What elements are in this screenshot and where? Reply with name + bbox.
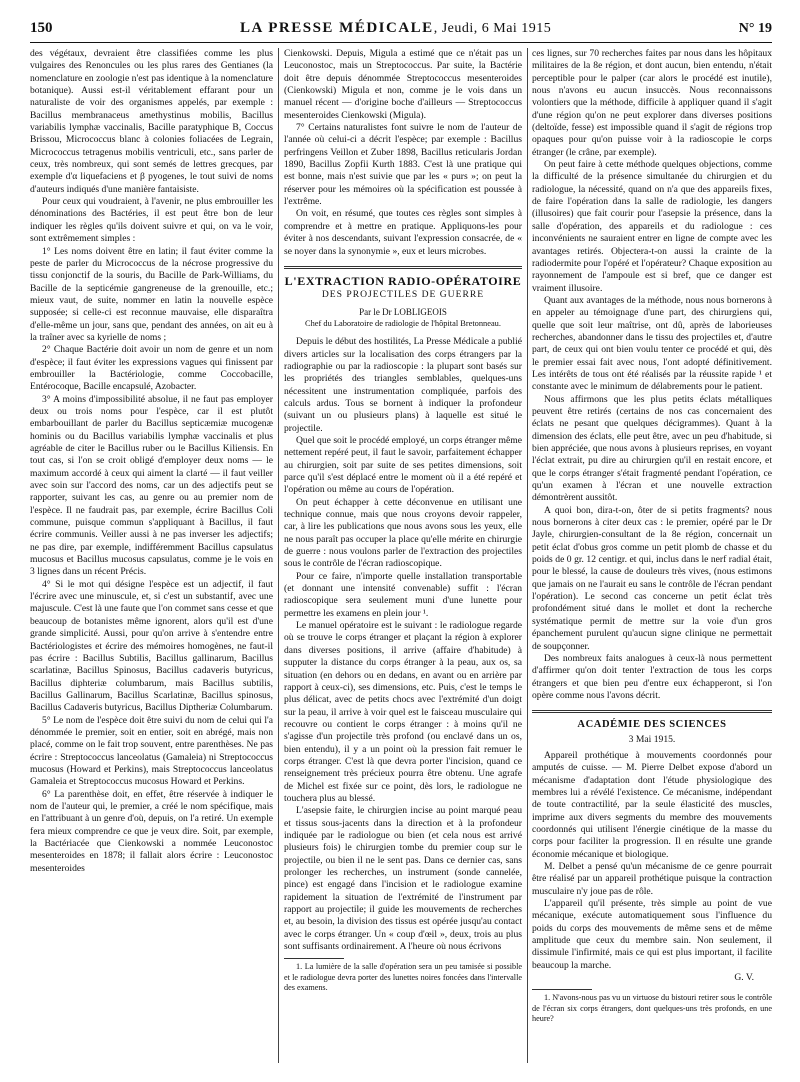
column-divider <box>527 48 528 1063</box>
paragraph: Pour ce faire, n'importe quelle installation transportable (et donnant une intensité convenable) suffit : l'écran radioscopique sera seulement muni d'une lunette pour permettre les examens en plein jour ¹. <box>284 570 522 619</box>
paragraph: On voit, en résumé, que toutes ces règles sont simples à comprendre et à mettre en pratique. Appliquons-les pour éviter à nos descendants, suivant l'expression consacrée, de « se noyer dans la synonymie », eux et leurs microbes. <box>284 208 522 257</box>
masthead <box>30 20 772 42</box>
column-2 <box>284 48 522 1063</box>
column-3 <box>532 48 772 1063</box>
paragraph: 7° Certains naturalistes font suivre le nom de l'auteur de l'année où celui-ci a décrit l'espèce; par exemple : Bacillus perfringens Veillon et Zuber 1898, Bacillus reticularis Jordan 1890, Bacillus Zopfii Kurth 1883. C'est là une pratique qui est bonne, mais n'est suivie que par les « purs »; on peut la réserver pour les mémoires où la spécification est poussée à l'extrême. <box>284 122 522 208</box>
paragraph: 3° A moins d'impossibilité absolue, il ne faut pas employer deux ou trois noms pour l'espèce, car il est plutôt embarbouillant de parler du Bacillus septicæmiæ mucogenæ hominis ou du Bacillus variabilis lymphæ vaccinalis et plus agréable de citer le Bacillus ruber ou le Bacillus Kiliensis. En tout cas, si l'on se croit obligé d'employer deux noms — le maximum accordé à ceux qui aiment la clarté — il faut veiller avec soin sur l'accord des noms, car un des adjectifs peut se rapporter, suivant les cas, au genre ou au premier nom de l'espèce. Il ne faudrait pas, par exemple, écrire Bacillus Coli commune, puisque commun s'appliquant à Bacillus, il faut écrire communis. Veiller aussi à ne pas inverser les adjectifs; ne pas dire, par exemple, indifféremment Bacillus capsulatus mucosus et Bacillus mucosus capsulatus, comme je le vois en 3 lignes dans un récent Précis. <box>30 393 273 578</box>
paragraph: Le manuel opératoire est le suivant : le radiologue regarde où se trouve le corps étranger et plaçant la région à explorer dans diverses positions, il arrive (affaire d'habitude) à supputer la distance du corps étranger à la peau, aux os, sa situation (en dehors ou en dedans, en avant ou en arrière par rapport à ceux-ci), ses dimensions, etc. Puis, c'est le temps le plus délicat, avec de petits chocs avec l'extrémité d'un doigt sur la peau, il arrive à voir quel est le faisceau musculaire qui recouvre ou contient le corps étranger : à moins qu'il ne s'agisse d'un projectile très profond (ou enclavé dans un os, bien entendu), il y a un point où la pression fait remuer le corps étranger. C'est là que devra porter l'incision, quand ce renseignement très précieux pourra être obtenu. Une agrafe de Michel est fixée sur ce point, dès lors, le radiologue ne touchera plus au blessé. <box>284 620 522 804</box>
paragraph: Appareil prothétique à mouvements coordonnés pour amputés de cuisse. — M. Pierre Delbet expose d'abord un mécanisme d'adaptation dont l'étude physiologique des membres lui a révélé l'existence. Ce mécanisme, indépendant de toute contractilité, par la seule élasticité des muscles, imprime aux divers segments du membre des mouvements coordonnés qui utilisent l'énergie cinétique de la masse du corps pour faciliter la progression. Il en résulte une grande économie mécanique et biologique. <box>532 749 772 860</box>
section-separator <box>532 710 772 713</box>
footnote: 1. La lumière de la salle d'opération sera un peu tamisée si possible et le radiologue devra porter des lunettes noires foncées dans l'intervalle des examens. <box>284 962 522 992</box>
article-separator <box>284 266 522 269</box>
paragraph: L'appareil qu'il présente, très simple au point de vue mécanique, exécute automatiquement sous l'influence du poids du corps des mouvements de même sens et de même amplitude que ceux du membre sain. Non seulement, il dissimule l'infirmité, mais ce qui est plus important, il facilite beaucoup la marche. <box>532 898 772 971</box>
paragraph: Quant aux avantages de la méthode, nous nous bornerons à en appeler au témoignage d'une part, des chirurgiens qui, quelle que soit leur maîtrise, ont dû, après de laborieuses recherches, abandonner dans le tissu des projectiles et, d'autre part, de ceux qui ont bien voulu tenter ce procédé et qui, dès le premier essai fait avec nous, l'ont adopté définitivement. Les intérêts de tous ont été réalisés par la réussite rapide ¹ et constante avec le minimum de délabrements pour le patient. <box>532 294 772 393</box>
article-byline: Par le Dr LOBLIGEOIS <box>359 306 447 317</box>
header-rule <box>30 42 772 43</box>
paragraph: M. Delbet a pensé qu'un mécanisme de ce genre pourrait être réalisé par un appareil prothétique puisque la contraction musculaire n'y joue pas de rôle. <box>532 861 772 897</box>
page-number: 150 <box>30 20 53 36</box>
publication-title: LA PRESSE MÉDICALE <box>239 20 434 36</box>
publication-date: , Jeudi, 6 Mai 1915 <box>433 21 552 36</box>
section-title: ACADÉMIE DES SCIENCES <box>577 719 727 731</box>
paragraph: Depuis le début des hostilités, La Presse Médicale a publié divers articles sur la localisation des corps étrangers par la radiographie ou par la radioscopie : la plupart sont basés sur les propriétés des triangles semblables, quelques-uns nécessitent une instrumentation compliquée, parfois des calculs ardus. Tous se bornent à indiquer la profondeur (suivant un ou plusieurs plans) à laquelle est situé le projectile. <box>284 336 522 434</box>
author-affiliation: Chef du Laboratoire de radiologie de l'hôpital Bretonneau. <box>305 318 501 328</box>
paragraph: 6° La parenthèse doit, en effet, être réservée à indiquer le nom de l'auteur qui, le premier, a créé le nom spécifique, mais en l'attribuant à un genre d'où, depuis, on l'a retiré. Un exemple fera mieux comprendre ce que je veux dire. Soit, par exemple, la Bactériacée que Cienkowski a nommée Leuconostoc mesenteroides en 1878; il fallait alors écrire : Leuconostoc mesenteroides <box>30 788 273 874</box>
paragraph: 5° Le nom de l'espèce doit être suivi du nom de celui qui l'a dénommée le premier, soit en entier, soit en abrégé, mais non placé, comme on le fait trop souvent, entre parenthèses. Ne pas écrire : Streptococcus lanceolatus (Gamaleia) ni Streptococcus mucosus (Howard et Perkins), mais Streptococcus lanceolatus Gamaleia et Streptococcus mucosus Howard et Perkins. <box>30 714 273 788</box>
paragraph: 4° Si le mot qui désigne l'espèce est un adjectif, il faut l'écrire avec une minuscule, et, si c'est un substantif, avec une majuscule. C'est là une faute que l'on commet sans cesse et que beaucoup de botanistes même ignorent, alors qu'il est d'une grande simplicité. Aussi, pour qu'on arrive à s'entendre entre Bactériologistes et écrire des mémoires homogènes, ne faut-il pas écrire : Bacillus Subtilis, Bacillus gallinarum, Bacillus scarlatinæ, Bacillus Spinosus, Bacillus cadaveris butyricus, Bacillus diphteriæ columbarum, mais Bacillus subtilis, Bacillus Gallinarum, Bacillus Scarlatinæ, Bacillus spinosus, Bacillus Cadaveris butyricus, Bacillus Diptheriæ Columbarum. <box>30 578 273 714</box>
author-signature: G. V. <box>734 972 754 984</box>
paragraph: Cienkowski. Depuis, Migula a estimé que ce n'était pas un Leuconostoc, mais un Streptococcus. Par suite, la Bactérie doit être depuis dénommée Streptococcus mesenteroides (Cienkowski) Migula et non, comme je le vois dans un manuel récent — d'origine boche d'ailleurs — Streptococcus mesenteroides Cienkowski (Migula). <box>284 48 522 121</box>
paragraph: Quel que soit le procédé employé, un corps étranger même nettement repéré peut, il faut le savoir, parfaitement échapper au chirurgien, soit par suite de ses petites dimensions, soit parce qu'il s'est déplacé entre le moment où il a été repéré et l'opération ou même au cours de l'opération. <box>284 434 522 496</box>
paragraph: ces lignes, sur 70 recherches faites par nous dans les hôpitaux militaires de la 8e région, et dont aucun, bien entendu, n'était perceptible pour le palper (car alors le procédé est inutile), nous n'avons eu aucun insuccès. Nous reconnaissons volontiers que la méthode, difficile à appliquer quand il s'agit d'une région qu'on ne peut explorer dans diverses positions (deltoïde, fesse) est impossible quand il s'agit de régions trop opaques pour qu'on puisse voir à la radioscopie le corps étranger (le crâne, par exemple). <box>532 48 772 158</box>
article-title: L'EXTRACTION RADIO-OPÉRATOIRE <box>284 273 522 288</box>
paragraph: Des nombreux faits analogues à ceux-là nous permettent d'affirmer qu'on doit tenter l'extraction de tous les corps étrangers et que bien peu d'entre eux échapperont, si l'on opère comme nous l'avons décrit. <box>532 652 772 701</box>
paragraph: A quoi bon, dira-t-on, ôter de si petits fragments? nous nous bornerons à citer deux cas : le premier, opéré par le Dr Jayle, chirurgien-consultant de la 8e région, concernait un petit éclat d'obus gros comme un petit plomb de chasse et du poids de 0 gr. 12 centigr. et qui, inclus dans le nerf radial était, pour le blessé, la cause de douleurs très vives, (nous estimons que jamais on ne l'aurait eu sans le contrôle de l'écran pendant l'opération). Le second cas concerne un petit éclat très profondément situé dans le mollet et dont la recherche systématique permit de mettre sur la voie d'un gros épanchement purulent qu'aucun signe clinique ne permettait de soupçonner. <box>532 504 772 652</box>
paragraph: Pour ceux qui voudraient, à l'avenir, ne plus embrouiller les dénominations des Bactéries, il est peut être bon de leur indiquer les règles qu'ils doivent suivre et qui, on va le voir, sont extrêmement simples : <box>30 196 273 245</box>
column-1 <box>30 48 273 1063</box>
paragraph: L'asepsie faite, le chirurgien incise au point marqué peau et tissus sous-jacents dans la direction et à la profondeur indiquée par le radiologue ou bien (et cela nous est arrivé plusieurs fois) le chirurgien tombe du premier coup sur le projectile, ou bien il ne le sent pas. Dans ce dernier cas, sans prolonger les recherches, un instrument (sonde cannelée, pince) est engagé dans l'incision et le radiologue examine rapidement la situation de l'extrémité de l'instrument par rapport au projectile; il guide les mouvements de recherches et, au besoin, la division des tissus est opérée jusqu'au contact avec le corps étranger. Un « coup d'œil », deux, trois au plus sont suffisants ordinairement. A l'heure où nous écrivons <box>284 805 522 953</box>
publication-line <box>240 20 551 37</box>
paragraph: 2° Chaque Bactérie doit avoir un nom de genre et un nom d'espèce; il faut éviter les expressions vagues qui finissent par embrouiller la Bactériologie, comme Coccobacille, Entérocoque, Bacille encapsulé, Azobacter. <box>30 344 273 393</box>
issue-number: N° 19 <box>738 21 772 36</box>
footnote-rule <box>532 989 592 990</box>
paragraph: Nous affirmons que les plus petits éclats métalliques peuvent être retirés (certains de nos cas concernaient des éclats ne pesant que quelques décigrammes). Quant à la dimension des éclats, elle peut être, avec un peu d'habitude, si bien appréciée, que nous avons à plusieurs reprises, en voyant l'éclat extrait, pu dire au chirurgien qu'il en restait encore, et que le corps étranger s'était fragmenté pendant l'opération, ce qu'un examen à l'écran et une nouvelle extraction démontrèrent aussitôt. <box>532 393 772 504</box>
column-divider <box>278 48 279 1063</box>
article-subtitle: DES PROJECTILES DE GUERRE <box>321 289 485 301</box>
paragraph: On peut faire à cette méthode quelques objections, comme la difficulté de la présence simultanée du chirurgien et du radiologue, la nécessité, quand on n'a que des appareils fixes, de faire l'opération dans la salle de radiologie, les dangers (illusoires) que fait courir pour l'asepsie la présence, dans la salle d'opération, des appareils et du radiologue : ces inconvénients ne sauraient entrer en ligne de compte avec les avantages retirés. Objectera-t-on aussi la crainte de la radiodermite pour l'opéré et l'opérateur? Chaque exposition au rayonnement de l'ampoule est si bref, que ce danger est vraiment illusoire. <box>532 159 772 294</box>
paragraph: 1° Les noms doivent être en latin; il faut éviter comme la peste de parler du Micrococcus de la nécrose progressive du tissu conjonctif de la souris, du Bacille de Park-Williams, du Bacille de la septicémie gangreneuse de la grenouille, etc.; mieux vaut, de suite, nommer en latin la nouvelle espèce supposée; si celle-ci est reconnue mauvaise, elle disparaîtra d'elle-même un jour, sans que, pendant des années, on ait eu à la traîner avec sa kyrielle de noms ; <box>30 245 273 343</box>
paragraph: des végétaux, devraient être classifiées comme les plus vulgaires des Renoncules ou les plus rares des Gentianes (la nomenclature en zoologie n'est pas identique à la nomenclature botanique). Aussi est-il véritablement effarant pour un naturaliste de voir des organismes appelés, par exemple : Bacillus membranaceus amethystinus mobilis, Bacillus variabilis lymphæ vaccinalis, Bacille paratyphique B, Coccus Brissou, Micrococcus blanc à colonies foliacées de Legrain, Micrococcus tetragenus mobilis ventriculi, etc., sans parler de ceux, très nombreux, qui sont semés de lettres grecques, par exemple d'α liquefaciens et β pyogenes, le tout suivi de noms d'auteurs indiqués d'une manière fantaisiste. <box>30 48 273 195</box>
footnote: 1. N'avons-nous pas vu un virtuose du bistouri retirer sous le contrôle de l'écran six corps étrangers, dont quelques-uns très profonds, en une heure? <box>532 993 772 1023</box>
section-date: 3 Mai 1915. <box>628 733 676 745</box>
footnote-rule <box>284 958 344 959</box>
paragraph: On peut échapper à cette déconvenue en utilisant une technique connue, mais que nous croyons devoir rappeler, car, à lire les publications que nous avons sous les yeux, elle ne nous paraît pas occuper la place qu'elle mérite en chirurgie de guerre : nous voulons parler de l'extraction des projectiles sous le contrôle de l'écran radioscopique. <box>284 496 522 570</box>
